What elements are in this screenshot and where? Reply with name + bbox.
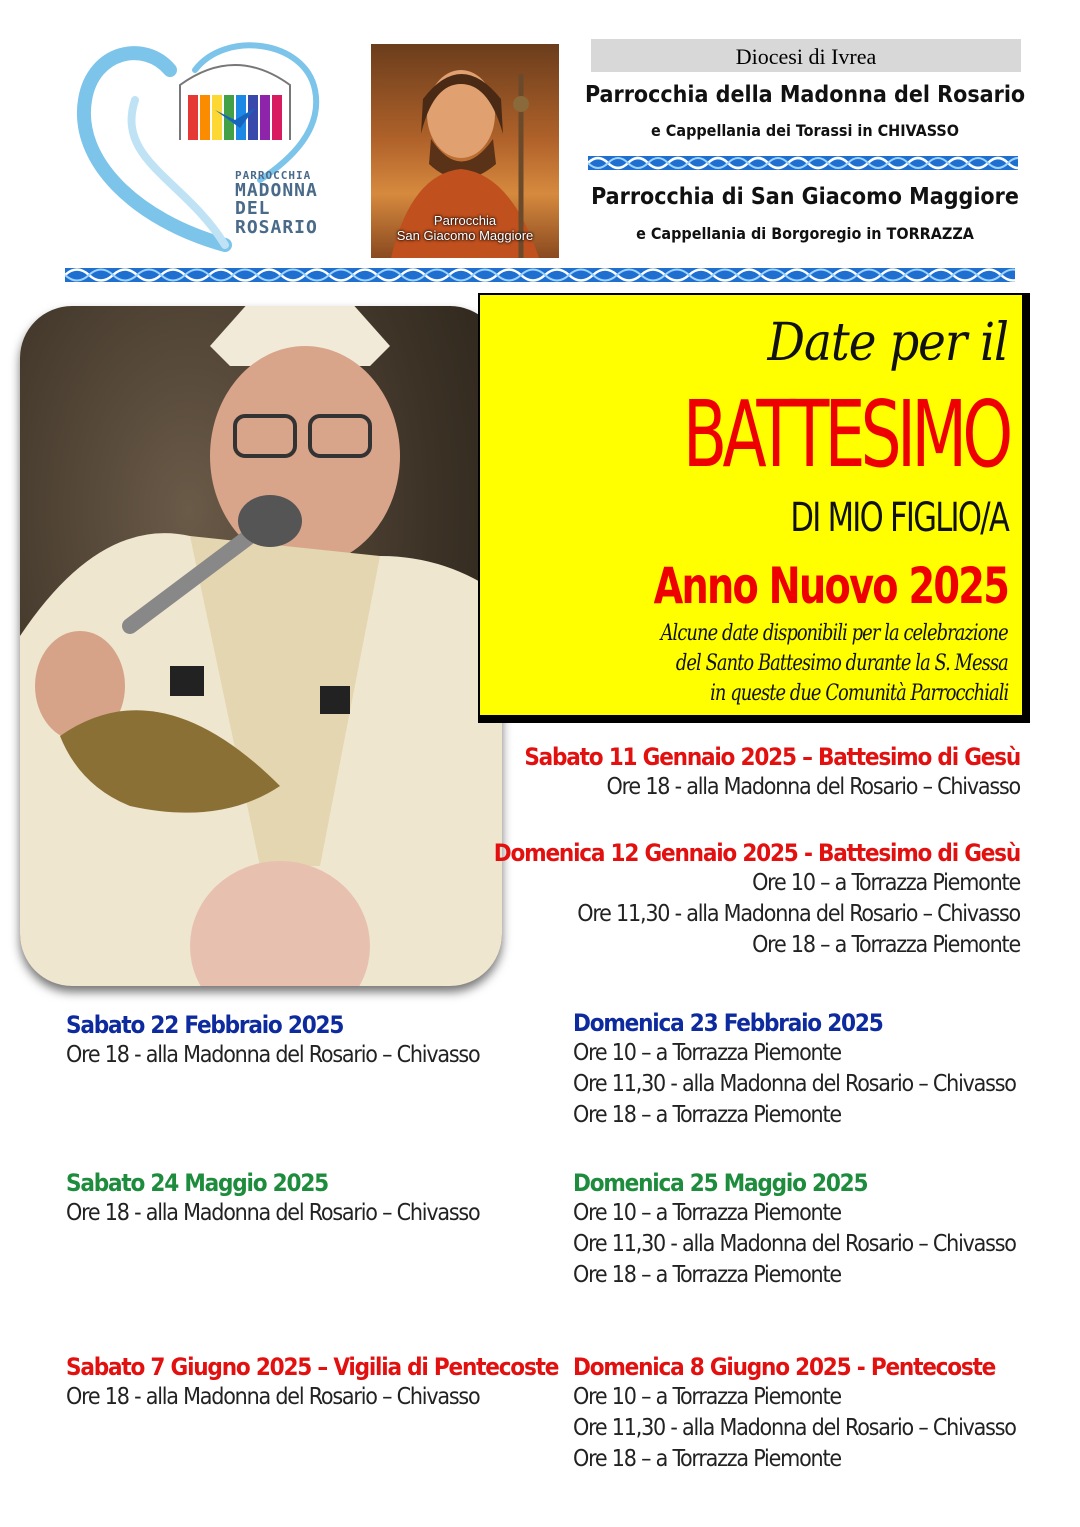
baptism-photo	[20, 306, 502, 986]
june-sunday-title: Domenica 8 Giugno 2025 - Pentecoste	[573, 1353, 996, 1381]
june-sunday-line: Ore 18 – a Torrazza Piemonte	[573, 1446, 841, 1472]
january-sunday-line: Ore 11,30 - alla Madonna del Rosario – Chivasso	[577, 901, 1020, 927]
banner-sub3: in queste due Comunità Parrocchiali	[709, 681, 1008, 706]
june-saturday-title: Sabato 7 Giugno 2025 – Vigilia di Pentecoste	[66, 1353, 559, 1381]
june-sunday-line: Ore 10 – a Torrazza Piemonte	[573, 1384, 841, 1410]
may-saturday-line: Ore 18 - alla Madonna del Rosario – Chivasso	[66, 1200, 480, 1226]
banner-anno: Anno Nuovo 2025	[653, 557, 1008, 615]
parish1-title: Parrocchia della Madonna del Rosario	[585, 82, 1026, 108]
logo1-line4: ROSARIO	[235, 217, 318, 239]
wave-divider-top	[588, 150, 1018, 176]
may-sunday-title: Domenica 25 Maggio 2025	[573, 1169, 868, 1197]
may-sunday-line: Ore 10 – a Torrazza Piemonte	[573, 1200, 841, 1226]
february-sunday-line: Ore 10 – a Torrazza Piemonte	[573, 1040, 841, 1066]
parish1-subtitle: e Cappellania dei Torassi in CHIVASSO	[651, 121, 959, 140]
banner-sub2: del Santo Battesimo durante la S. Messa	[676, 651, 1008, 676]
logo2-caption	[371, 214, 559, 244]
june-saturday-line: Ore 18 - alla Madonna del Rosario – Chivasso	[66, 1384, 480, 1410]
february-sunday	[573, 1008, 1016, 1131]
february-sunday-title: Domenica 23 Febbraio 2025	[573, 1009, 883, 1037]
banner-line1: Date per il	[767, 313, 1008, 373]
may-sunday-line: Ore 11,30 - alla Madonna del Rosario – Chivasso	[573, 1231, 1016, 1257]
diocesi-label: Diocesi di Ivrea	[591, 39, 1021, 72]
may-sunday-line: Ore 18 – a Torrazza Piemonte	[573, 1262, 841, 1288]
banner-box	[478, 293, 1030, 723]
parish2-subtitle: e Cappellania di Borgoregio in TORRAZZA	[636, 224, 974, 243]
january-sunday-line: Ore 18 – a Torrazza Piemonte	[752, 932, 1020, 958]
parish2-title: Parrocchia di San Giacomo Maggiore	[591, 184, 1019, 210]
logo1-line1: PARROCCHIA	[235, 169, 312, 182]
january-sunday-title: Domenica 12 Gennaio 2025 - Battesimo di Gesù	[493, 839, 1020, 867]
logo2-line1: Parrocchia	[433, 213, 497, 229]
february-saturday	[66, 1010, 479, 1071]
logo1-line3: DEL	[235, 198, 271, 220]
may-sunday	[573, 1168, 1016, 1291]
june-saturday	[66, 1352, 558, 1413]
madonna-rosario-logo	[75, 30, 345, 260]
banner-battesimo: BATTESIMO	[682, 381, 1008, 488]
logo1-line2: MADONNA	[235, 179, 318, 201]
banner-sub1: Alcune date disponibili per la celebrazione	[660, 621, 1008, 646]
logo1-text	[235, 170, 318, 238]
san-giacomo-logo	[371, 44, 559, 258]
february-sunday-line: Ore 11,30 - alla Madonna del Rosario – Chivasso	[573, 1071, 1016, 1097]
february-sunday-line: Ore 18 – a Torrazza Piemonte	[573, 1102, 841, 1128]
january-saturday	[524, 742, 1020, 803]
may-saturday-title: Sabato 24 Maggio 2025	[66, 1169, 328, 1197]
january-saturday-title: Sabato 11 Gennaio 2025 – Battesimo di Gesù	[524, 743, 1020, 771]
pope-baptism-illustration	[20, 306, 502, 986]
banner-line3: DI MIO FIGLIO/A	[790, 495, 1008, 541]
january-sunday-line: Ore 10 – a Torrazza Piemonte	[752, 870, 1020, 896]
february-saturday-line: Ore 18 - alla Madonna del Rosario – Chivasso	[66, 1042, 480, 1068]
june-sunday-line: Ore 11,30 - alla Madonna del Rosario – Chivasso	[573, 1415, 1016, 1441]
june-sunday	[573, 1352, 1016, 1475]
february-saturday-title: Sabato 22 Febbraio 2025	[66, 1011, 344, 1039]
logo2-line2: San Giacomo Maggiore	[396, 228, 534, 244]
january-sunday	[494, 838, 1020, 961]
may-saturday	[66, 1168, 479, 1229]
january-saturday-line: Ore 18 - alla Madonna del Rosario – Chivasso	[606, 774, 1020, 800]
wave-divider-main	[65, 262, 1015, 288]
